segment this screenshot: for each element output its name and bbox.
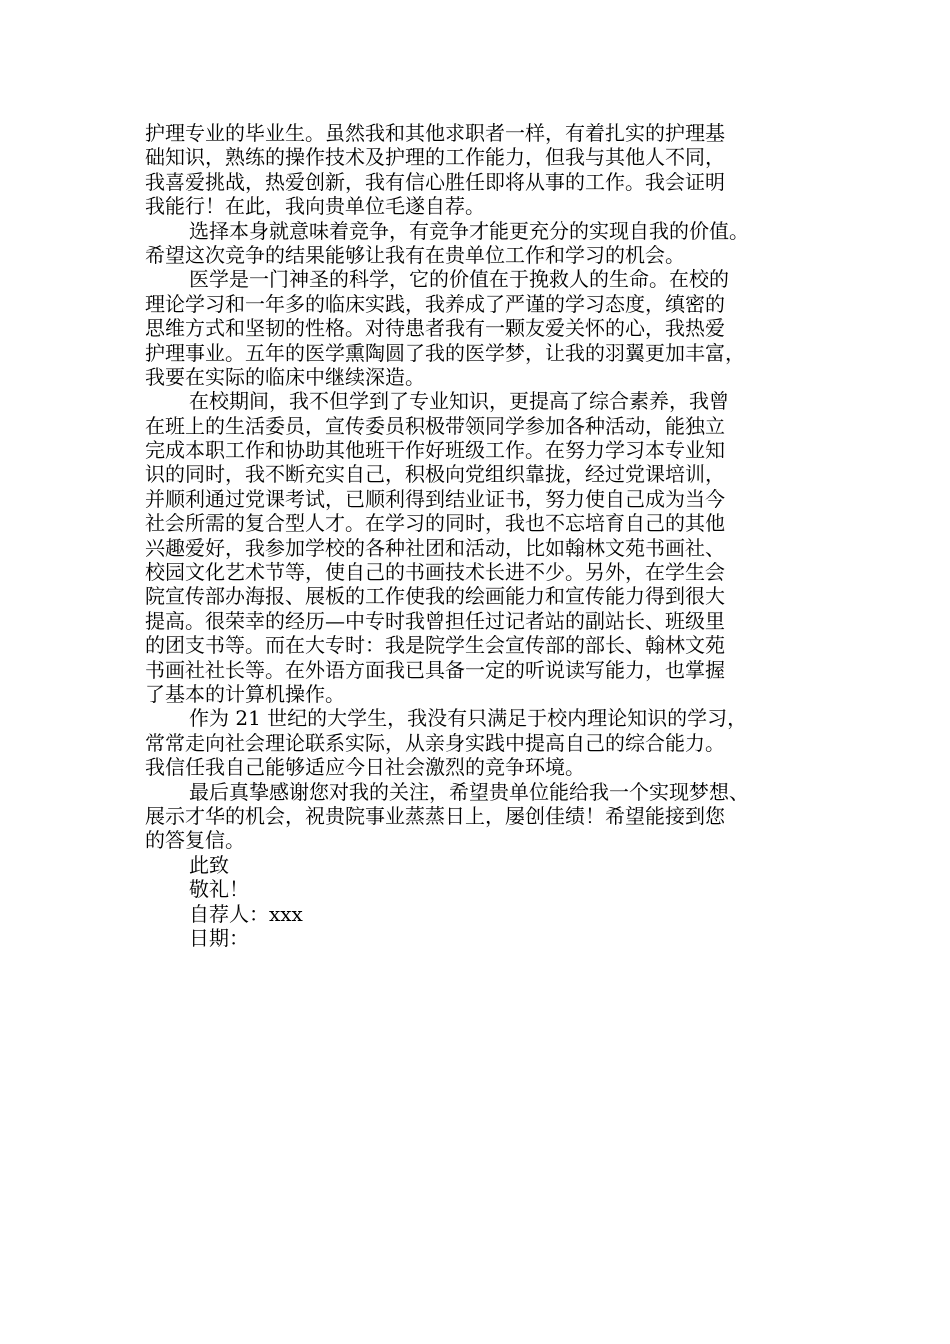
text-line: 书画社社长等。在外语方面我已具备一定的听说读写能力，也掌握 [145, 657, 725, 682]
paragraph-school [145, 389, 825, 706]
text-line: 我能行！在此，我向贵单位毛遂自荐。 [145, 194, 485, 219]
text-line: 医学是一门神圣的科学，它的价值在于挽救人的生命。在校的 [189, 267, 729, 292]
text-line: 常常走向社会理论联系实际，从亲身实践中提高自己的综合能力。 [145, 730, 725, 755]
text-line: 提高。很荣幸的经历—中专时我曾担任过记者站的副站长、班级里 [145, 608, 725, 633]
text-line: 院宣传部办海报、展板的工作使我的绘画能力和宣传能力得到很大 [145, 584, 725, 609]
text-line: 兴趣爱好，我参加学校的各种社团和活动，比如翰林文苑书画社、 [145, 535, 725, 560]
text-line: 在班上的生活委员，宣传委员积极带领同学参加各种活动，能独立 [145, 413, 725, 438]
paragraph-closing [145, 780, 825, 853]
text-line: 并顺利通过党课考试，已顺利得到结业证书，努力使自己成为当今 [145, 486, 725, 511]
text-line: 我喜爱挑战，热爱创新，我有信心胜任即将从事的工作。我会证明 [145, 169, 725, 194]
text-line: 护理事业。五年的医学熏陶圆了我的医学梦，让我的羽翼更加丰富， [145, 340, 745, 365]
text-line: 作为 21 世纪的大学生，我没有只满足于校内理论知识的学习， [189, 706, 748, 731]
signer-line: 自荐人：xxx [189, 901, 303, 926]
paragraph-intro [145, 121, 825, 219]
closing-salute: 敬礼！ [189, 877, 249, 902]
text-line: 最后真挚感谢您对我的关注，希望贵单位能给我一个实现梦想、 [189, 779, 749, 804]
text-line: 护理专业的毕业生。虽然我和其他求职者一样，有着扎实的护理基 [145, 121, 725, 145]
text-line: 础知识，熟练的操作技术及护理的工作能力，但我与其他人不同， [145, 145, 725, 170]
paragraph-medicine [145, 267, 825, 389]
text-line: 理论学习和一年多的临床实践，我养成了严谨的学习态度，缜密的 [145, 291, 725, 316]
paragraph-competition [145, 219, 825, 268]
text-line: 了基本的计算机操作。 [145, 681, 345, 706]
text-line: 完成本职工作和协助其他班干作好班级工作。在努力学习本专业知 [145, 438, 725, 463]
text-line: 我要在实际的临床中继续深造。 [145, 364, 425, 389]
text-line: 思维方式和坚韧的性格。对待患者我有一颗友爱关怀的心，我热爱 [145, 316, 725, 341]
text-line: 识的同时，我不断充实自己，积极向党组织靠拢，经过党课培训， [145, 462, 725, 487]
letter-body [145, 121, 825, 950]
text-line: 校园文化艺术节等，使自己的书画技术长进不少。另外，在学生会 [145, 560, 725, 585]
text-line: 选择本身就意味着竞争，有竞争才能更充分的实现自我的价值。 [189, 218, 749, 243]
text-line: 的团支书等。而在大专时：我是院学生会宣传部的部长、翰林文苑 [145, 633, 725, 658]
text-line: 展示才华的机会，祝贵院事业蒸蒸日上，屡创佳绩！希望能接到您 [145, 803, 725, 828]
letter-closing [145, 853, 825, 951]
text-line: 希望这次竞争的结果能够让我有在贵单位工作和学习的机会。 [145, 242, 685, 267]
text-line: 的答复信。 [145, 828, 245, 853]
date-line: 日期： [189, 925, 249, 950]
text-line: 社会所需的复合型人才。在学习的同时，我也不忘培育自己的其他 [145, 511, 725, 536]
text-line: 我信任我自己能够适应今日社会激烈的竞争环境。 [145, 755, 585, 780]
paragraph-practice [145, 706, 825, 779]
closing-greeting: 此致 [189, 852, 229, 877]
text-line: 在校期间，我不但学到了专业知识，更提高了综合素养，我曾 [189, 389, 729, 414]
